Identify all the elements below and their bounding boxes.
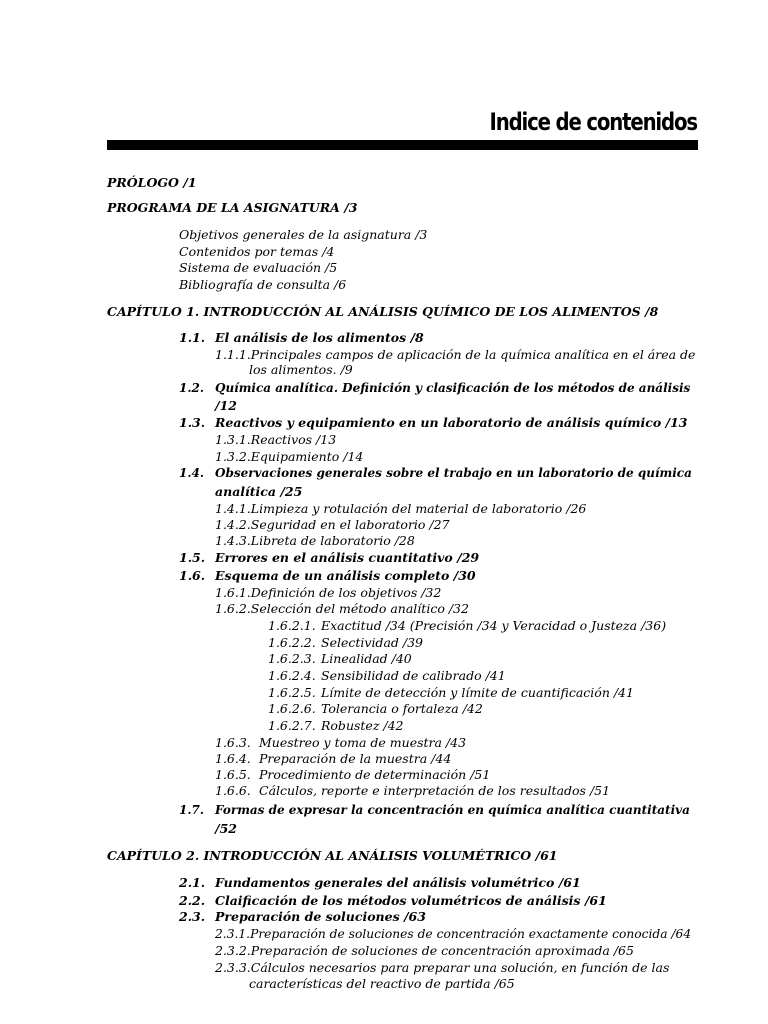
section-number: 1.6.6. bbox=[215, 783, 251, 798]
section-number: 1.4.1. bbox=[215, 501, 251, 516]
toc-subsection-2-3-2 bbox=[215, 943, 634, 959]
section-title: Linealidad /40 bbox=[321, 651, 412, 666]
section-number: 1.6. bbox=[179, 568, 206, 583]
section-number: 1.1. bbox=[179, 330, 206, 345]
section-title: Preparación de soluciones /63 bbox=[215, 909, 426, 924]
toc-chapter-1-title: CAPÍTULO 1. INTRODUCCIÓN AL ANÁLISIS QUÍMICO DE LOS ALIMENTOS /8 bbox=[107, 304, 659, 319]
section-title: Esquema de un análisis completo /30 bbox=[215, 568, 476, 583]
toc-section-1-2-cont: /12 bbox=[215, 398, 237, 413]
section-title: Limpieza y rotulación del material de laboratorio /26 bbox=[250, 501, 587, 516]
section-number: 1.3.1. bbox=[215, 432, 251, 447]
section-number: 1.6.2.7. bbox=[268, 718, 316, 733]
section-title: Procedimiento de determinación /51 bbox=[259, 767, 491, 782]
section-title: Preparación de soluciones de concentración aproximada /65 bbox=[250, 943, 634, 958]
section-number: 2.3.2. bbox=[215, 943, 251, 958]
toc-section-1-4-cont: analítica /25 bbox=[215, 484, 303, 499]
section-number: 1.5. bbox=[179, 550, 206, 565]
section-number: 1.3.2. bbox=[215, 449, 251, 464]
section-number: 1.6.2.5. bbox=[268, 685, 316, 700]
section-number: 1.4.3. bbox=[215, 533, 251, 548]
section-number: 1.6.5. bbox=[215, 767, 251, 782]
section-title: Errores en el análisis cuantitativo /29 bbox=[215, 550, 480, 565]
toc-subsection-1-4-2 bbox=[215, 517, 450, 533]
toc-subsection-1-3-1 bbox=[215, 432, 336, 448]
section-title: Tolerancia o fortaleza /42 bbox=[321, 701, 483, 716]
toc-section-1-7-cont: /52 bbox=[215, 821, 237, 836]
toc-subsection-1-6-2 bbox=[215, 601, 469, 617]
section-title: Selección del método analítico /32 bbox=[250, 601, 469, 616]
toc-programa-item: Objetivos generales de la asignatura /3 bbox=[179, 227, 428, 242]
section-number: 1.6.1. bbox=[215, 585, 251, 600]
section-title: Muestreo y toma de muestra /43 bbox=[259, 735, 467, 750]
section-number: 1.6.2.6. bbox=[268, 701, 316, 716]
section-number: 2.1. bbox=[179, 875, 206, 890]
toc-subsection-1-4-1 bbox=[215, 501, 586, 517]
toc-subsection-1-3-2 bbox=[215, 449, 363, 465]
section-title: Cálculos necesarios para preparar una solución, en función de las bbox=[250, 960, 670, 975]
section-title: Química analítica. Definición y clasificación de los métodos de análisis bbox=[215, 381, 691, 395]
section-title: Preparación de la muestra /44 bbox=[259, 751, 452, 766]
section-title: Fundamentos generales del análisis volumétrico /61 bbox=[215, 875, 581, 890]
section-title: Libreta de laboratorio /28 bbox=[250, 533, 415, 548]
toc-subsection-2-3-3-cont: características del reactivo de partida /65 bbox=[249, 976, 515, 991]
section-number: 2.3.3. bbox=[215, 960, 251, 975]
section-number: 1.6.2. bbox=[215, 601, 251, 616]
toc-subsection-2-3-3 bbox=[215, 960, 698, 976]
section-number: 1.6.3. bbox=[215, 735, 251, 750]
section-title: Definición de los objetivos /32 bbox=[250, 585, 442, 600]
section-title: Claificación de los métodos volumétricos de análisis /61 bbox=[215, 893, 607, 908]
page-title: Indice de contenidos bbox=[489, 108, 697, 136]
section-number: 1.2. bbox=[179, 381, 205, 395]
toc-subsection-2-3-1 bbox=[215, 926, 691, 942]
toc-programa-item: Contenidos por temas /4 bbox=[179, 244, 335, 259]
toc-chapter-2-title: CAPÍTULO 2. INTRODUCCIÓN AL ANÁLISIS VOLUMÉTRICO /61 bbox=[107, 848, 558, 863]
section-number: 1.7. bbox=[179, 803, 205, 817]
section-title: Reactivos /13 bbox=[250, 432, 337, 447]
section-number: 1.1.1. bbox=[215, 347, 251, 362]
section-title: Observaciones generales sobre el trabajo en un laboratorio de química bbox=[215, 466, 692, 480]
section-title: Exactitud /34 (Precisión /34 y Veracidad o Justeza /36) bbox=[321, 618, 667, 633]
section-number: 1.4. bbox=[179, 466, 205, 480]
section-title: Preparación de soluciones de concentración exactamente conocida /64 bbox=[250, 927, 692, 941]
toc-subsection-1-1-1 bbox=[215, 347, 698, 363]
toc-subsection-1-6-1 bbox=[215, 585, 441, 601]
section-title: Equipamiento /14 bbox=[250, 449, 364, 464]
section-number: 2.3.1. bbox=[215, 927, 251, 941]
section-title: Seguridad en el laboratorio /27 bbox=[250, 517, 450, 532]
section-title: Principales campos de aplicación de la química analítica en el área de bbox=[250, 347, 696, 362]
section-title: Cálculos, reporte e interpretación de los resultados /51 bbox=[259, 783, 611, 798]
section-title: Selectividad /39 bbox=[321, 635, 423, 650]
section-title: El análisis de los alimentos /8 bbox=[215, 330, 424, 345]
toc-programa-item: Sistema de evaluación /5 bbox=[179, 260, 338, 275]
section-title: Límite de detección y límite de cuantificación /41 bbox=[321, 685, 634, 700]
toc-prologo: PRÓLOGO /1 bbox=[107, 175, 197, 190]
section-title: Sensibilidad de calibrado /41 bbox=[321, 668, 506, 683]
toc-programa-item: Bibliografía de consulta /6 bbox=[179, 277, 347, 292]
section-number: 1.6.2.3. bbox=[268, 651, 316, 666]
section-number: 1.6.2.4. bbox=[268, 668, 316, 683]
section-title: Formas de expresar la concentración en química analítica cuantitativa bbox=[215, 803, 690, 817]
section-title: Robustez /42 bbox=[321, 718, 404, 733]
toc-subsection-1-1-1-cont: los alimentos. /9 bbox=[249, 362, 353, 377]
section-number: 1.3. bbox=[179, 415, 206, 430]
section-number: 2.2. bbox=[179, 893, 206, 908]
section-number: 2.3. bbox=[179, 909, 206, 924]
section-number: 1.6.4. bbox=[215, 751, 251, 766]
toc-programa: PROGRAMA DE LA ASIGNATURA /3 bbox=[107, 200, 358, 215]
section-number: 1.6.2.2. bbox=[268, 635, 316, 650]
section-number: 1.6.2.1. bbox=[268, 618, 316, 633]
section-title: Reactivos y equipamiento en un laboratorio de análisis químico /13 bbox=[215, 415, 688, 430]
section-number: 1.4.2. bbox=[215, 517, 251, 532]
toc-subsection-1-4-3 bbox=[215, 533, 415, 549]
